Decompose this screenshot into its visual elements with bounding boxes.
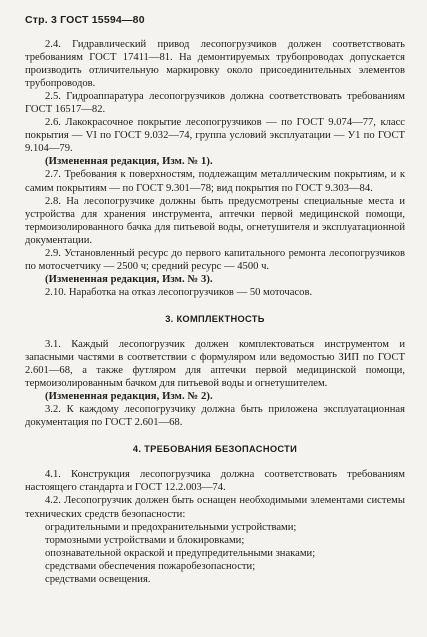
list-item: тормозными устройствами и блокировками; xyxy=(45,534,245,546)
list-item: опознавательной окраской и предупредительными знаками; xyxy=(45,547,316,559)
section-3-title: 3. КОМПЛЕКТНОСТЬ xyxy=(165,313,265,324)
clause-4-1: 4.1. Конструкция лесопогрузчика должна соответствовать требованиям настоящего стандарта и ГОСТ 12.2.003—74. xyxy=(25,469,405,494)
clause-3-2: 3.2. К каждому лесопогрузчику должна быть приложена эксплуатационная документация по ГОСТ 2.601—68. xyxy=(25,404,405,429)
clause-2-7: 2.7. Требования к поверхностям, подлежащим металлическим покрытиям, и к самим покрытиям — по ГОСТ 9.301—78; вид покрытия по ГОСТ 9.303—84. xyxy=(25,169,405,194)
page-header: Стр. 3 ГОСТ 15594—80 xyxy=(25,14,145,26)
clause-2-10: 2.10. Наработка на отказ лесопогрузчиков — 50 моточасов. xyxy=(45,286,313,298)
clause-3-1: 3.1. Каждый лесопогрузчик должен комплектоваться инструментом и запасными частями в соответствии с формуляром или ведомостью ЗИП по ГОСТ 2.601—68, а также футляром для аптечки первой медицинской помощи, термоизолированным бачком для питьевой воды и огнетушителем. xyxy=(25,338,405,390)
list-item: оградительными и предохранительными устройствами; xyxy=(45,521,297,533)
list-item: средствами освещения. xyxy=(45,573,151,585)
clause-2-8: 2.8. На лесопогрузчике должны быть предусмотрены специальные места и устройства для хранения инструмента, аптечки первой медицинской помощи, термоизолированного бачка для питьевой воды, огнетушителя и эксплуатационной документации. xyxy=(25,195,405,246)
amendment-note-3: (Измененная редакция, Изм. № 3). xyxy=(45,273,213,285)
clause-2-4: 2.4. Гидравлический привод лесопогрузчиков должен соответствовать требованиям ГОСТ 17411—81. На демонтируемых трубопроводах допускается производить отличительную маркировку около присоединительных элементов трубопроводов. xyxy=(25,39,405,90)
amendment-note-1: (Измененная редакция, Изм. № 1). xyxy=(45,156,213,168)
clause-2-6: 2.6. Лакокрасочное покрытие лесопогрузчиков — по ГОСТ 9.074—77, класс покрытия — VI по ГОСТ 9.032—74, группа условий эксплуатации — У1 по ГОСТ 9.104—79. xyxy=(25,117,405,155)
document-body xyxy=(25,38,405,586)
clause-2-9: 2.9. Установленный ресурс до первого капитального ремонта лесопогрузчиков по мотосчетчику — 2500 ч; средний ресурс — 4500 ч. xyxy=(25,247,405,272)
clause-2-5: 2.5. Гидроаппаратура лесопогрузчиков должна соответствовать требованиям ГОСТ 16517—82. xyxy=(25,91,405,116)
section-4-title: 4. ТРЕБОВАНИЯ БЕЗОПАСНОСТИ xyxy=(132,444,298,455)
clause-4-2: 4.2. Лесопогрузчик должен быть оснащен необходимыми элементами системы технических средств безопасности: xyxy=(25,495,405,520)
amendment-note-2: (Измененная редакция, Изм. № 2). xyxy=(45,391,213,403)
list-item: средствами обеспечения пожаробезопасности; xyxy=(45,560,256,572)
